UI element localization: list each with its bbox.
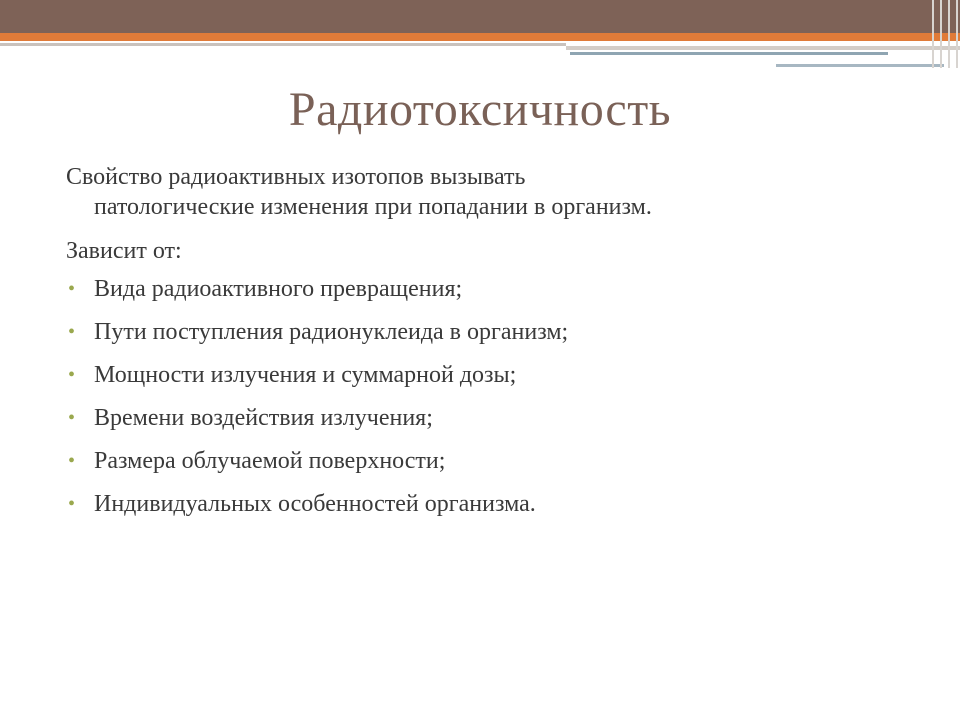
header-brown-bar <box>0 0 960 33</box>
list-item <box>66 489 926 519</box>
header-blue-line-short <box>776 64 944 67</box>
depends-label: Зависит от: <box>66 238 182 264</box>
header-gray-line <box>0 43 566 46</box>
list-item <box>66 360 926 390</box>
bullet-icon: • <box>68 450 76 472</box>
bullet-icon: • <box>68 493 76 515</box>
definition-line-1: Свойство радиоактивных изотопов вызывать <box>66 164 526 190</box>
slide-title: Радиотоксичность <box>288 83 672 136</box>
bullet-icon: • <box>68 407 76 429</box>
slide-body <box>66 162 926 532</box>
list-item-text: Вида радиоактивного превращения; <box>94 276 463 302</box>
list-item <box>66 274 926 304</box>
list-item-text: Пути поступления радионуклеида в организм; <box>94 319 569 345</box>
header-orange-bar <box>0 33 960 41</box>
definition-text <box>66 162 926 222</box>
header-gray-line-right <box>566 46 960 50</box>
bullet-icon: • <box>68 364 76 386</box>
list-item-text: Индивидуальных особенностей организма. <box>94 491 536 517</box>
header-blue-line <box>570 52 888 55</box>
factor-list <box>66 274 926 519</box>
bullet-icon: • <box>68 321 76 343</box>
definition-line-2: патологические изменения при попадании в организм. <box>94 194 652 220</box>
list-item <box>66 403 926 433</box>
list-item <box>66 317 926 347</box>
list-item-text: Мощности излучения и суммарной дозы; <box>94 362 517 388</box>
header-vertical-lines <box>928 0 960 68</box>
list-item-text: Размера облучаемой поверхности; <box>94 448 446 474</box>
bullet-icon: • <box>68 278 76 300</box>
list-item-text: Времени воздействия излучения; <box>94 405 433 431</box>
list-item <box>66 446 926 476</box>
